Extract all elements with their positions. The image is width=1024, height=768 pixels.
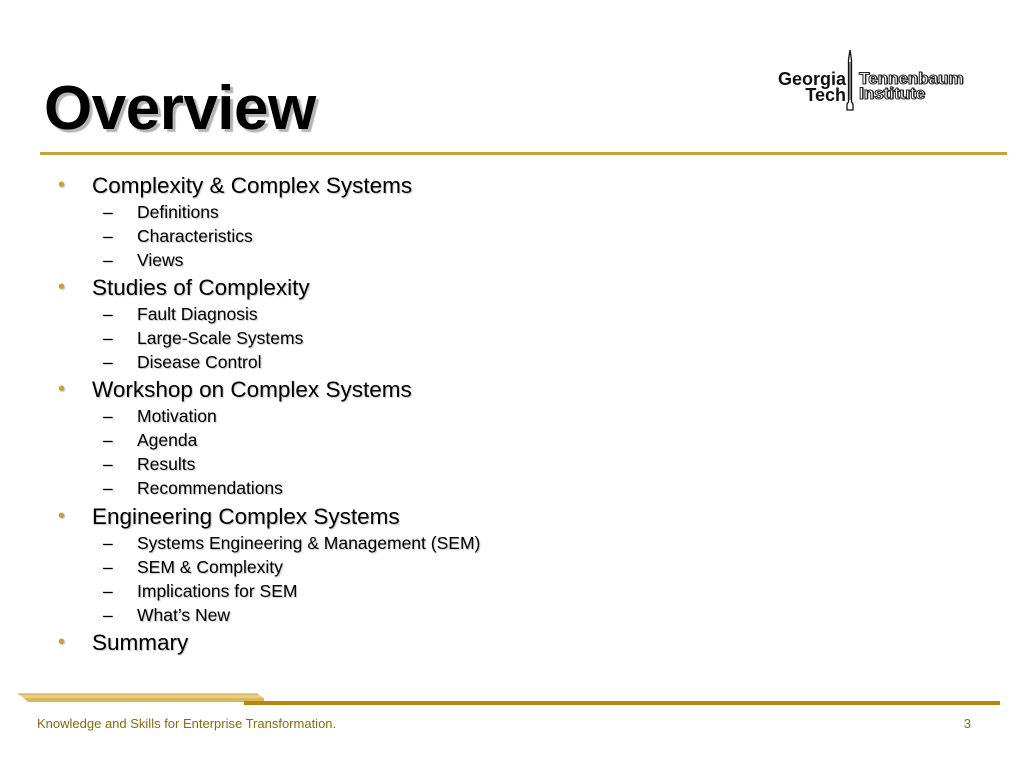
logo-text-institute: Institute xyxy=(859,84,926,103)
en-dash-icon: – xyxy=(103,454,113,474)
logo-text-tech: Tech xyxy=(805,85,846,105)
footer-divider xyxy=(244,701,1000,705)
outline-subitem-label: Implications for SEM xyxy=(137,581,298,601)
bullet-dot-icon: • xyxy=(58,378,66,400)
bullet-dot-icon: • xyxy=(58,276,66,298)
footer-stripe-decoration xyxy=(18,691,264,705)
outline-subitem-label: Motivation xyxy=(137,406,217,426)
en-dash-icon: – xyxy=(103,557,113,577)
outline-subitem-label: Fault Diagnosis xyxy=(137,304,258,324)
outline-subitem-label: Recommendations xyxy=(137,478,283,498)
outline-item-label: Workshop on Complex Systems xyxy=(92,377,412,402)
outline-item-label: Summary xyxy=(92,630,189,655)
outline-subitem-label: Views xyxy=(137,250,184,270)
en-dash-icon: – xyxy=(103,250,113,270)
title-divider xyxy=(40,152,1007,155)
bullet-dot-icon: • xyxy=(58,505,66,527)
bullet-dot-icon: • xyxy=(58,631,66,653)
outline-subitem-label: SEM & Complexity xyxy=(137,557,283,577)
en-dash-icon: – xyxy=(103,304,113,324)
georgia-tech-tennenbaum-logo xyxy=(758,48,988,114)
bullet-dot-icon: • xyxy=(58,174,66,196)
en-dash-icon: – xyxy=(103,352,113,372)
outline-item-label: Studies of Complexity xyxy=(92,275,310,300)
outline-subitem-label: Definitions xyxy=(137,202,219,222)
footer-tagline: Knowledge and Skills for Enterprise Transformation. xyxy=(37,716,337,731)
en-dash-icon: – xyxy=(103,328,113,348)
outline-subitem-label: What’s New xyxy=(137,605,231,625)
outline-subitem-label: Disease Control xyxy=(137,352,262,372)
outline-subitem-label: Systems Engineering & Management (SEM) xyxy=(137,533,481,553)
outline-subitem-label: Large-Scale Systems xyxy=(137,328,304,348)
en-dash-icon: – xyxy=(103,406,113,426)
tower-icon xyxy=(842,48,858,114)
en-dash-icon: – xyxy=(103,533,113,553)
slide-title: Overview xyxy=(44,74,316,143)
outline-item-label: Engineering Complex Systems xyxy=(92,504,400,529)
outline-subitem-label: Agenda xyxy=(137,430,198,450)
en-dash-icon: – xyxy=(103,226,113,246)
logo-text-georgia: Georgia xyxy=(777,69,846,89)
en-dash-icon: – xyxy=(103,430,113,450)
en-dash-icon: – xyxy=(103,478,113,498)
outline-subitem-label: Results xyxy=(137,454,196,474)
outline-subitem-label: Characteristics xyxy=(137,226,253,246)
en-dash-icon: – xyxy=(103,581,113,601)
en-dash-icon: – xyxy=(103,605,113,625)
en-dash-icon: – xyxy=(103,202,113,222)
logo-text-tennenbaum: Tennenbaum xyxy=(859,69,964,88)
page-number: 3 xyxy=(963,716,971,731)
outline-item-label: Complexity & Complex Systems xyxy=(92,173,413,198)
